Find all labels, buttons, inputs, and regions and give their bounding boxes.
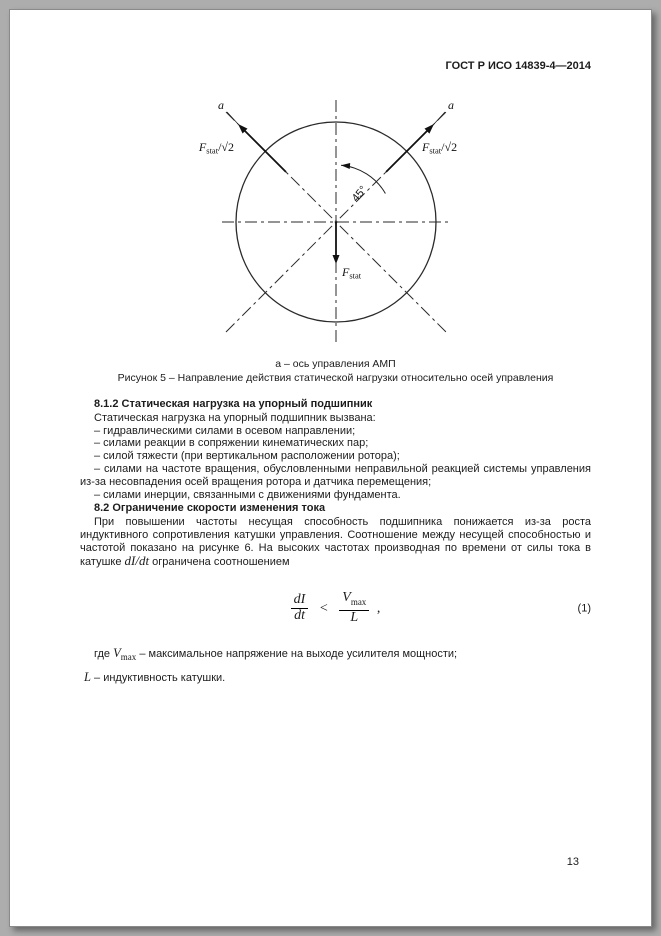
force-arrow-left-shaft xyxy=(245,131,286,172)
paragraph-text: ограничена соотношением xyxy=(152,555,290,568)
fraction-denominator: dt xyxy=(294,608,305,624)
definition-text: – индуктивность катушки. xyxy=(94,671,226,684)
definition-vmax xyxy=(80,647,591,664)
fraction-numerator xyxy=(339,592,369,611)
subscript-max: max xyxy=(120,651,137,662)
fraction-didt xyxy=(291,594,309,623)
static-load-arrow-head xyxy=(332,255,339,264)
list-item: – гидравлическими силами в осевом направлении; xyxy=(94,424,356,437)
figure-5-drawing xyxy=(96,92,576,352)
subscript-max: max xyxy=(350,597,367,608)
list-item: – силой тяжести (при вертикальном расположении ротора); xyxy=(94,450,400,463)
document-page xyxy=(9,9,652,927)
variable-l: L xyxy=(84,669,91,684)
page-content xyxy=(10,10,651,685)
axis-label-left: a xyxy=(217,98,224,112)
paragraph-text: При повышении частоты несущая способность подшипника понижается из-за роста индуктивного сопротивления катушки управления. Соотношение между несущей способностью и частотой показано на рисунке 6. На высоких частотах производная по времени от силы тока в катушке xyxy=(80,516,591,568)
angle-label: 45° xyxy=(349,183,370,205)
equation-1 xyxy=(80,592,591,624)
paragraph-8-2 xyxy=(80,516,591,568)
axis-label-right: a xyxy=(447,98,454,112)
axis-leader-left xyxy=(227,112,238,124)
heading-8-1-2: 8.1.2 Статическая нагрузка на упорный подшипник xyxy=(94,398,373,410)
definition-l xyxy=(80,671,591,685)
where-word: где xyxy=(94,647,111,660)
definition-text: – максимальное напряжение на выходе усилителя мощности; xyxy=(139,647,458,660)
list-item: – силами реакции в сопряжении кинематических пар; xyxy=(94,437,369,450)
document-code: ГОСТ Р ИСО 14839-4—2014 xyxy=(445,60,591,72)
list-8-1-2 xyxy=(80,425,591,502)
page-number: 13 xyxy=(566,856,579,868)
fraction-vmax-l xyxy=(339,592,369,624)
variable-v: V xyxy=(342,590,351,606)
axis-leader-right xyxy=(434,112,445,124)
body-text xyxy=(80,398,591,685)
variable-v: V xyxy=(113,645,121,660)
force-label-left: $F_{stat}/√2$ xyxy=(198,140,234,156)
angle-arc-arrow-head xyxy=(341,163,350,169)
fraction-denominator: L xyxy=(350,609,359,625)
figure-axis-note: а – ось управления АМП xyxy=(275,358,396,370)
figure-caption: Рисунок 5 – Направление действия статической нагрузки относительно осей управления xyxy=(117,372,554,384)
equation-number: (1) xyxy=(577,602,591,615)
inline-math-didt: dI/dt xyxy=(124,552,150,568)
figure-5 xyxy=(80,92,591,352)
formula-comma: , xyxy=(376,600,381,616)
list-item: – силами на частоте вращения, обусловленными неправильной реакцией системы управления из-за несовпадения осей вращения ротора и датчика перемещения; xyxy=(80,462,591,488)
static-load-label: $F_{stat}$ xyxy=(341,265,361,281)
force-label-right: $F_{stat}/√2$ xyxy=(421,140,457,156)
heading-8-2: 8.2 Ограничение скорости изменения тока xyxy=(94,502,326,515)
force-arrow-right-shaft xyxy=(386,131,427,172)
fraction-numerator: dI xyxy=(291,594,309,609)
paragraph-8-1-2-intro: Статическая нагрузка на упорный подшипник вызвана: xyxy=(94,411,376,424)
relation-sign: < xyxy=(319,600,328,616)
list-item: – силами инерции, связанными с движениями фундамента. xyxy=(94,488,401,501)
figure-5-captions xyxy=(80,358,591,384)
